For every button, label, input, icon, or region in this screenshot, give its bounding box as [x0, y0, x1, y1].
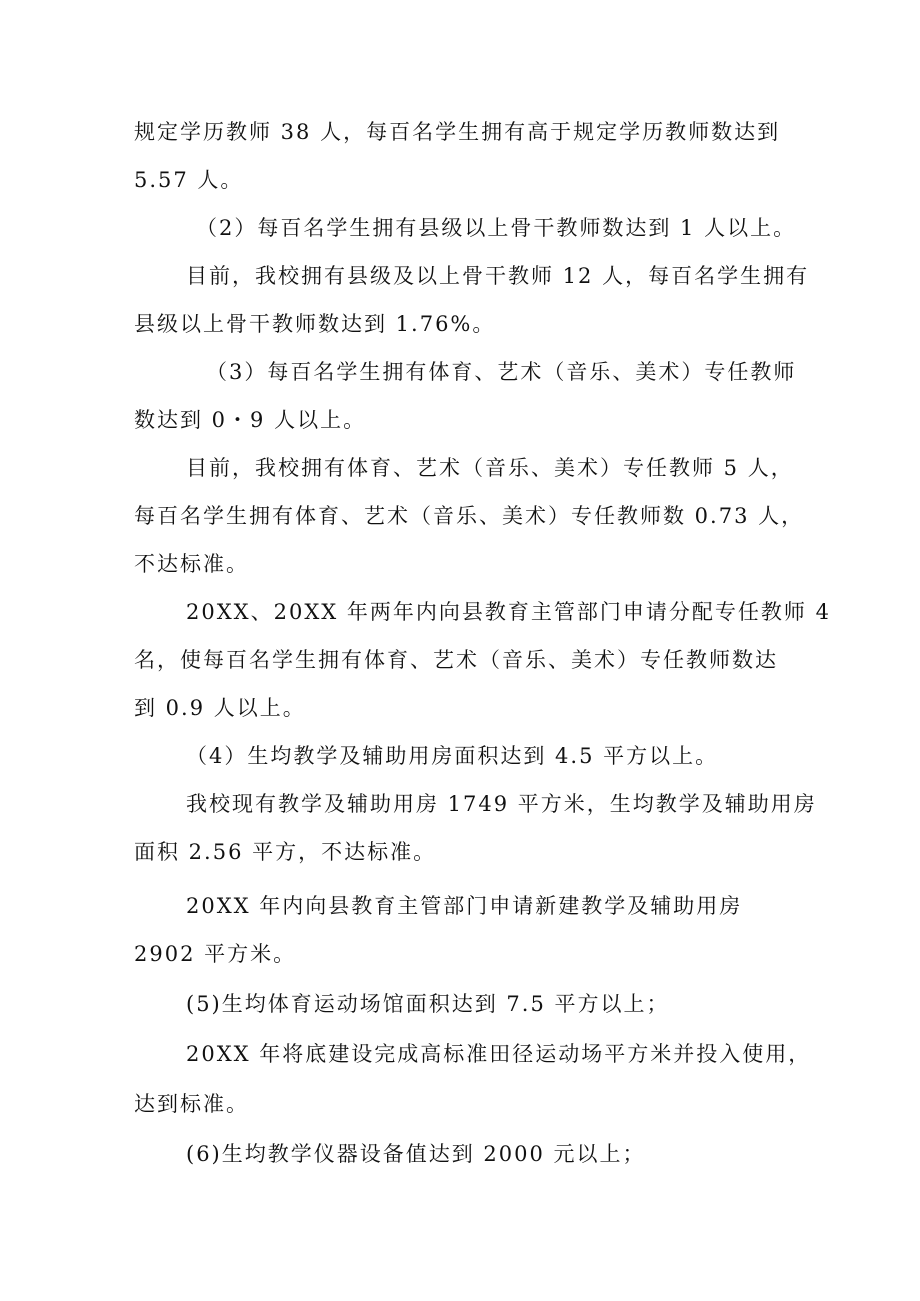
paragraph-line: 每百名学生拥有体育、艺术（音乐、美术）专任教师数 0.73 人， — [134, 504, 805, 528]
paragraph-line: 到 0.9 人以上。 — [134, 696, 306, 720]
paragraph-line: 我校现有教学及辅助用房 1749 平方米，生均教学及辅助用房 — [186, 792, 817, 816]
paragraph-line: 数达到 0・9 人以上。 — [134, 408, 367, 432]
paragraph-line: 目前，我校拥有体育、艺术（音乐、美术）专任教师 5 人， — [186, 456, 794, 480]
paragraph-line: 20XX 年将底建设完成高标准田径运动场平方米并投入使用， — [186, 1042, 812, 1066]
paragraph-line: 面积 2.56 平方，不达标准。 — [134, 840, 437, 864]
paragraph-line: 2902 平方米。 — [134, 942, 297, 966]
section-heading-3: （3）每百名学生拥有体育、艺术（音乐、美术）专任教师 — [206, 360, 797, 384]
paragraph-line: 县级以上骨干教师数达到 1.76%。 — [134, 312, 496, 336]
paragraph-line: 20XX 年内向县教育主管部门申请新建教学及辅助用房 — [186, 894, 743, 918]
section-heading-4: （4）生均教学及辅助用房面积达到 4.5 平方以上。 — [186, 744, 719, 768]
section-heading-5: (5)生均体育运动场馆面积达到 7.5 平方以上； — [186, 992, 670, 1016]
paragraph-line: 规定学历教师 38 人，每百名学生拥有高于规定学历教师数达到 — [134, 120, 781, 144]
paragraph-line: 5.57 人。 — [134, 168, 244, 192]
paragraph-line: 达到标准。 — [134, 1092, 249, 1116]
section-heading-6: (6)生均教学仪器设备值达到 2000 元以上； — [186, 1142, 646, 1166]
section-heading-2: （2）每百名学生拥有县级以上骨干教师数达到 1 人以上。 — [196, 216, 797, 240]
paragraph-line: 名，使每百名学生拥有体育、艺术（音乐、美术）专任教师数达 — [134, 648, 778, 672]
paragraph-line: 不达标准。 — [134, 552, 249, 576]
paragraph-line: 20XX、20XX 年两年内向县教育主管部门申请分配专任教师 4 — [186, 600, 831, 624]
paragraph-line: 目前，我校拥有县级及以上骨干教师 12 人，每百名学生拥有 — [186, 264, 810, 288]
